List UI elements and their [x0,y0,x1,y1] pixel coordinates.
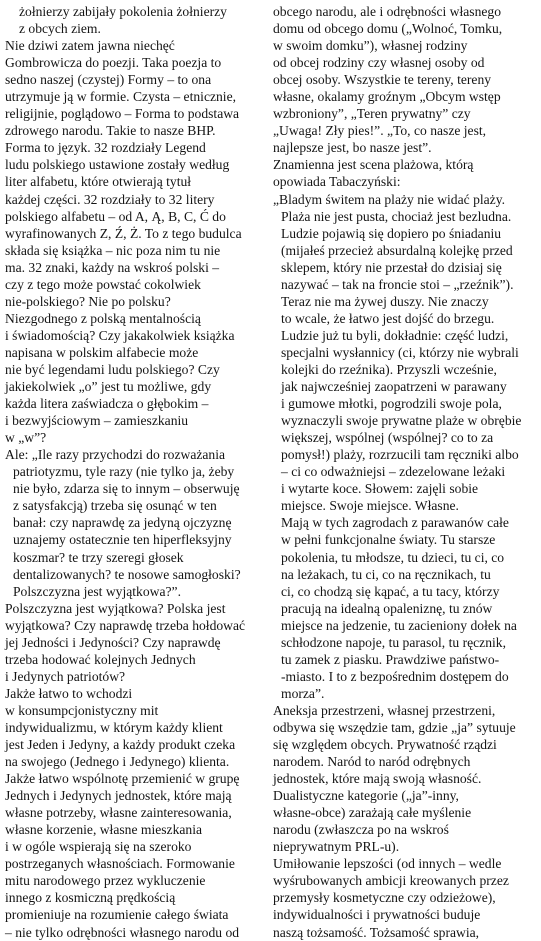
text-line: Nie dziwi zatem jawna niechęć [5,38,175,54]
text-line: w swoim domku”), własnej rodziny [273,38,468,54]
text-line: Gombrowicza do poezji. Taka poezja to [5,55,222,71]
text-line: pracują na idealną opaleniznę, tu znów [281,600,493,616]
text-line: indywidualizmu, w którym każdy klient [5,719,223,735]
text-line: nie było, zdarza się to innym – obserwuję [13,481,240,497]
text-line: i gumowe młotki, pogrodzili swoje pola, [281,396,502,412]
text-line: od obcej rodziny czy własnej osoby od [273,55,485,71]
text-line: w konsumpcjonistyczny mit [5,702,159,718]
text-line: żołnierzy zabijały pokolenia żołnierzy [19,4,227,19]
text-line: z satysfakcją) trzeba się osunąć w ten [13,498,217,514]
text-line: Ale: „Ile razy przychodzi do rozważania [5,447,226,463]
text-line: liter alfabetu, które otwierają tytuł [5,174,192,190]
text-line: jej Jedności i Jedyności? Czy naprawdę [5,634,221,650]
text-line: ci, co chodzą się kąpać, a tu tacy, którzy [281,583,500,599]
text-line: w „w”? [5,430,47,446]
text-line: (mijałeś przecież absurdalną kolejkę przed [281,242,513,258]
text-line: utrzymuje ją w formie. Czysta – etnicznie, [5,89,237,105]
text-line: odbywa się wszędzie tam, gdzie „ja” sytuuje [273,719,516,735]
text-line: i wytarte koce. Słowem: zajęli sobie [281,481,479,497]
text-line: każdej części. 32 rozdziały to 32 litery [5,191,215,207]
text-line: naszą tożsamość. Tożsamość sprawia, [273,924,480,940]
text-line: kolejki do rzeźnika). Przyszli wcześnie, [281,361,497,377]
text-line: czy z tego może powstać cokolwiek [5,276,201,292]
left-text-column [5,3,265,940]
text-line: Umiłowanie lepszości (od innych – wedle [273,856,502,872]
text-line: własne, okalamy groźnym „Obcym wstęp [273,89,501,105]
text-line: Polszczyzna jest wyjątkowa?”. [13,583,181,599]
text-line: własne-obce) zarażają całe myślenie [273,805,472,821]
text-line: banał: czy naprawdę za jedyną ojczyznę [13,515,232,531]
text-line: morza”. [281,685,325,701]
text-line: domu od obcego domu („Wolnoć, Tomku, [273,21,503,37]
text-line: najlepsze jest, bo nasze jest”. [273,140,432,156]
text-line: i świadomością? Czy jakakolwiek książka [5,327,235,343]
text-line: na leżakach, tu ci, co na ręcznikach, tu [281,566,491,582]
text-line: jednostek, które mają swoją własność. [273,771,482,787]
text-line: polskiego alfabetu – od A, Ą, B, C, Ć do [5,208,226,224]
text-line: nazywać – tak na froncie stoi – „rzeźnik”). [281,276,514,292]
text-line: własne korzenie, własne mieszkania [5,822,203,838]
text-line: Polszczyzna jest wyjątkowa? Polska jest [5,600,226,616]
text-line: Dualistyczne kategorie („ja”-inny, [273,788,459,804]
text-line: miejsce. Swoje miejsce. Własne. [281,498,459,514]
text-line: pomysł!) plaży, rozrzucili tam ręczniki albo [281,447,519,463]
text-line: nie być legendami ludu polskiego? Czy [5,361,220,377]
text-line: indywidualności i prywatności buduje [273,907,481,923]
text-line: i bezwyjściowym – zamieszkaniu [5,413,189,429]
text-line: pokolenia, tu młodsze, tu dzieci, tu ci, co [281,549,505,565]
text-line: jest Jeden i Jedyny, a każdy produkt czeka [5,737,236,753]
text-line: wzbroniony”, „Teren prywatny” czy [273,106,471,122]
text-line: większej, wspólnej (wspólnej? co to za [281,430,494,446]
text-line: – nie tylko odrębności własnego narodu od [5,924,240,940]
text-line: -miasto. I to z bezpośrednim dostępem do [281,668,509,684]
text-line: religijnie, poglądowo – Forma to podstawa [5,106,240,122]
text-line: trzeba hodować kolejnych Jednych [5,651,196,667]
text-line: specjalni wysłannicy (ci, którzy nie wybrali [281,344,519,360]
text-line: wyrafinowanych Z, Ź, Ż. To z tego budulca [5,225,242,241]
text-line: zdrowego narodu. Takie to nasze BHP. [5,123,216,139]
text-line: innego z kosmiczną prędkością [5,890,176,906]
right-text-column [273,3,535,940]
text-line: obcego narodu, ale i odrębności własnego [273,4,502,19]
text-line: to wcale, że łatwo jest dojść do brzegu. [281,310,495,326]
text-line: napisana w polskim alfabecie może [5,344,199,360]
text-line: Aneksja przestrzeni, własnej przestrzeni, [273,702,496,718]
text-line: Ludzie pojawią się dopiero po śniadaniu [281,225,502,241]
text-line: narodu (zwłaszcza po na wskroś [273,822,449,838]
text-line: koszmar? te trzy szeregi głosek [13,549,184,565]
text-line: przemysły kosmetyczne czy odzieżowe), [273,890,496,906]
text-line: schłodzone napoje, tu parasol, tu ręcznik, [281,634,506,650]
text-line: ma. 32 znaki, każdy na wskroś polski – [5,259,220,275]
text-line: mitu narodowego przez wykluczenie [5,873,206,889]
text-line: Mają w tych zagrodach z parawanów całe [281,515,509,531]
text-line: promieniuje na rozumienie całego świata [5,907,229,923]
text-line: Forma to język. 32 rozdziały Legend [5,140,206,156]
text-line: sedno naszej (czystej) Formy – to ona [5,72,212,88]
text-line: dentalizowanych? te nosowe samogłoski? [13,566,241,582]
text-line: Znamienna jest scena plażowa, którą [273,157,474,173]
text-line: każda litera zaświadcza o głębokim – [5,396,209,412]
text-line: Jednych i Jedynych jednostek, które mają [5,788,232,804]
text-line: tu zamek z piasku. Prawdziwe państwo- [281,651,500,667]
text-line: Ludzie już tu byli, dokładnie: część ludzi, [281,327,509,343]
text-line: na swojego (Jednego i Jedynego) klienta. [5,754,230,770]
text-line: narodem. Naród to naród odrębnych [273,754,471,770]
text-line: uznajemy ostatecznie ten hiperfleksyjny [13,532,232,548]
text-line: „Uwaga! Zły pies!”. „To, co nasze jest, [273,123,487,139]
text-line: postrzeganych własnościach. Formowanie [5,856,235,872]
text-line: nieprywatnym PRL-u). [273,839,400,855]
text-line: wyjątkowa? Czy naprawdę trzeba hołdować [5,617,246,633]
text-line: składa się książka – nic poza nim tu nie [5,242,221,258]
text-line: – ci co odważniejsi – zdezelowane leżaki [281,464,506,480]
text-line: własne potrzeby, własne zainteresowania, [5,805,232,821]
text-line: patriotyzmu, tyle razy (nie tylko ja, żeby [13,464,235,480]
text-line: i w ogóle wspierają się na szeroko [5,839,192,855]
text-line: wyznaczyli swoje prywatne plaże w obrębie [281,413,522,429]
text-line: miejsce na jedzenie, tu zacieniony dołek na [281,617,517,633]
text-line: obcej osoby. Wszystkie te tereny, tereny [273,72,492,88]
text-line: Niezgodnego z polską mentalnością [5,310,201,326]
text-line: Teraz nie ma żywej duszy. Nie znaczy [281,293,489,309]
text-line: ludu polskiego ustawione zostały według [5,157,230,173]
text-line: Jakże łatwo to wchodzi [5,685,133,701]
text-line: z obcych ziem. [19,21,101,37]
text-line: się względem obcych. Prywatność rządzi [273,737,497,753]
text-line: i Jedynych patriotów? [5,668,126,684]
text-line: Jakże łatwo wspólnotę przemienić w grupę [5,771,240,787]
text-line: jakiekolwiek „o” jest tu możliwe, gdy [5,379,212,395]
text-line: „Bladym świtem na plaży nie widać plaży. [273,191,506,207]
text-line: w pełni funkcjonalne światy. Tu starsze [281,532,496,548]
text-line: wyśrubowanych ambicji kreowanych przez [273,873,509,889]
text-line: opowiada Tabaczyński: [273,174,401,190]
text-line: Plaża nie jest pusta, chociaż jest bezludna. [281,208,512,224]
text-line: jak najwcześniej zaopatrzeni w parawany [281,379,507,395]
text-line: nie-polskiego? Nie po polsku? [5,293,171,309]
text-line: sklepem, który nie przestał do dzisiaj się [281,259,502,275]
